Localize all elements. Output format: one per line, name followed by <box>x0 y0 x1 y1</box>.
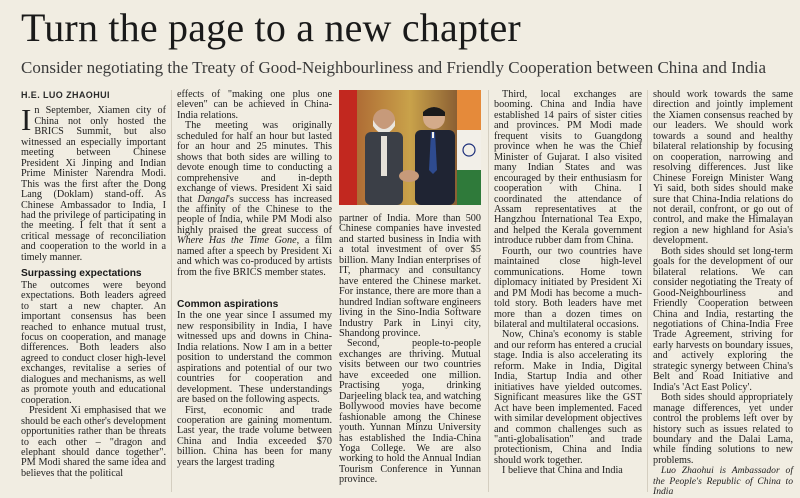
paragraph-text: n September, Xiamen city of China not only hosted the BRICS Summit, but also witnessed an especially important meeting between Chinese President Xi Jinping and Indian Prime Minister Narendra Modi. This was the first after the Dong Lang (Doklam) stand-off. As Chinese Ambassador to India, I had the privilege of participating in the meeting. I felt that it sent a critical message of reconciliation and cooperation to the world in a timely manner. <box>21 105 166 263</box>
paragraph: should work towards the same direction and jointly implement the Xiamen consensus reached by our leaders. We should work towards a sound and healthy bilateral relationship by focusing on cooperation, narrowing and resolving differences. Just like Chinese Foreign Minister Wang Yi said, both sides should make sure that China-India relations do not derail, confront, or go out of control, and make the Himalayan region a new highland for Asia's development. <box>653 89 793 247</box>
photo-illustration <box>339 90 481 205</box>
column-1 <box>21 90 166 479</box>
film-title: Dangal <box>197 193 229 205</box>
paragraph-text: The meeting was originally scheduled for half an hour but lasted for an hour and 25 minutes. This shows that both sides are willing to devote enough time to conducting a comprehensive and in-depth exchange of views. President Xi said that <box>177 120 332 205</box>
paragraph <box>177 121 332 278</box>
drop-cap: I <box>21 102 32 138</box>
paragraph-text: , a film named after a speech by President Xi and which was co-produced by artists from the five BRICS member states. <box>177 235 333 278</box>
leaders-handshake-photo <box>339 90 481 205</box>
column-5 <box>653 90 793 498</box>
paragraph: Fourth, our two countries have maintained close high-level communications. Home town diplomacy initiated by President Xi and PM Modi has become a much-told story. Both leaders have met more than a dozen times on bilateral and multilateral occasions. <box>494 245 642 330</box>
section-heading: Common aspirations <box>177 299 279 310</box>
byline: H.E. LUO ZHAOHUI <box>21 90 110 100</box>
subheadline: Consider negotiating the Treaty of Good-Neighbourliness and Friendly Cooperation between China and India <box>21 58 767 77</box>
paragraph: In the one year since I assumed my new responsibility in India, I have witnessed ups and downs in China-India relations. Now I am in a better position to understand the common aspirations and potential of our two countries for cooperation and development. These understandings are based on the following aspects. <box>177 310 332 406</box>
column-divider <box>171 90 172 492</box>
film-title: Where Has the Time Gone <box>177 235 297 247</box>
paragraph: Both sides should appropriately manage differences, yet under control the problems left over by history such as issues related to boundary and the Dalai Lama, while finding solutions to new problems. <box>653 392 793 466</box>
column-divider <box>647 90 648 492</box>
paragraph: effects of "making one plus one eleven" can be achieved in China-India relations. <box>177 89 332 121</box>
paragraph: partner of India. More than 500 Chinese companies have invested and started business in India with a total investment of over $5 billion. Many Indian enterprises of IT, pharmacy and consultancy have entered the Chinese market. For instance, there are more than a hundred Indian software engineers living in the Sino-India Software Industry Park in Linyi city, Shandong province. <box>339 213 481 339</box>
section-heading: Surpassing expectations <box>21 268 142 280</box>
column-divider <box>488 90 489 492</box>
paragraph <box>21 102 166 263</box>
paragraph-text: 's success has increased the affinity of the Chinese to the people of India, while PM Modi also highly praised the great success of <box>177 193 332 236</box>
column-3 <box>339 214 481 486</box>
column-4 <box>494 90 642 477</box>
column-2-lower <box>177 300 332 468</box>
paragraph: Second, people-to-people exchanges are thriving. Mutual visits between our two countries have exceeded one million. Practising yoga, drinking Darjeeling black tea, and watching Bollywood movies have become fashionable among the Chinese youth. Yunnan Minzu University has established the India-China Yoga College. We are also working to hold the Annual Indian Tourism Conference in Yunnan province. <box>339 338 481 486</box>
paragraph: The outcomes were beyond expectations. Both leaders agreed to start a new chapter. An important consensus has been reached to enhance mutual trust, focus on cooperation, and manage differences. Both leaders also agreed to conduct closer high-level exchanges, revitalise a series of dialogues and mechanisms, as well as promote youth and educational cooperation. <box>21 279 166 406</box>
paragraph: First, economic and trade cooperation are gaining momentum. Last year, the trade volume between China and India exceeded $70 billion. China has been for many years the largest trading <box>177 404 332 468</box>
paragraph: Third, local exchanges are booming. China and India have established 14 pairs of sister cities and provinces. PM Modi made frequent visits to Guangdong province when he was the Chief Minister of Gujarat. I also visited many Indian States and was encouraged by their enthusiasm for cooperation with China. I coordinated the attendance of Assam representatives at the Hangzhou International Tea Expo, and helped the Kerala government introduce rubber dam from China. <box>494 89 642 247</box>
paragraph: Both sides should set long-term goals for the development of our bilateral relations. We can consider negotiating the Treaty of Good-Neighbourliness and Friendly Cooperation between China and India, restarting the negotiations of China-India Free Trade Agreement, striving for early harvests on boundary issues, and actively exploring the strategic synergy between China's Belt and Road Initiative and India's 'Act East Policy'. <box>653 245 793 393</box>
paragraph: President Xi emphasised that we should be each other's development opportunities rather than be threats to each other – "dragon and elephant should dance together". PM Modi shared the same idea and believes that the political <box>21 405 166 479</box>
paragraph: Now, China's economy is stable and our reform has entered a crucial stage. India is also accelerating its reform. Make in India, Digital India, Startup India and other initiatives have yielded outcomes. Significant measures like the GST Act have been implemented. Faced with similar development objectives and common challenges such as "anti-globalisation" and trade protectionism, China and India should work together. <box>494 329 642 466</box>
headline: Turn the page to a new chapter <box>21 5 521 50</box>
paragraph: I believe that China and India <box>502 465 623 477</box>
column-2 <box>177 90 332 278</box>
author-note: Luo Zhaohui is Ambassador of the People's Republic of China to India <box>653 465 793 498</box>
